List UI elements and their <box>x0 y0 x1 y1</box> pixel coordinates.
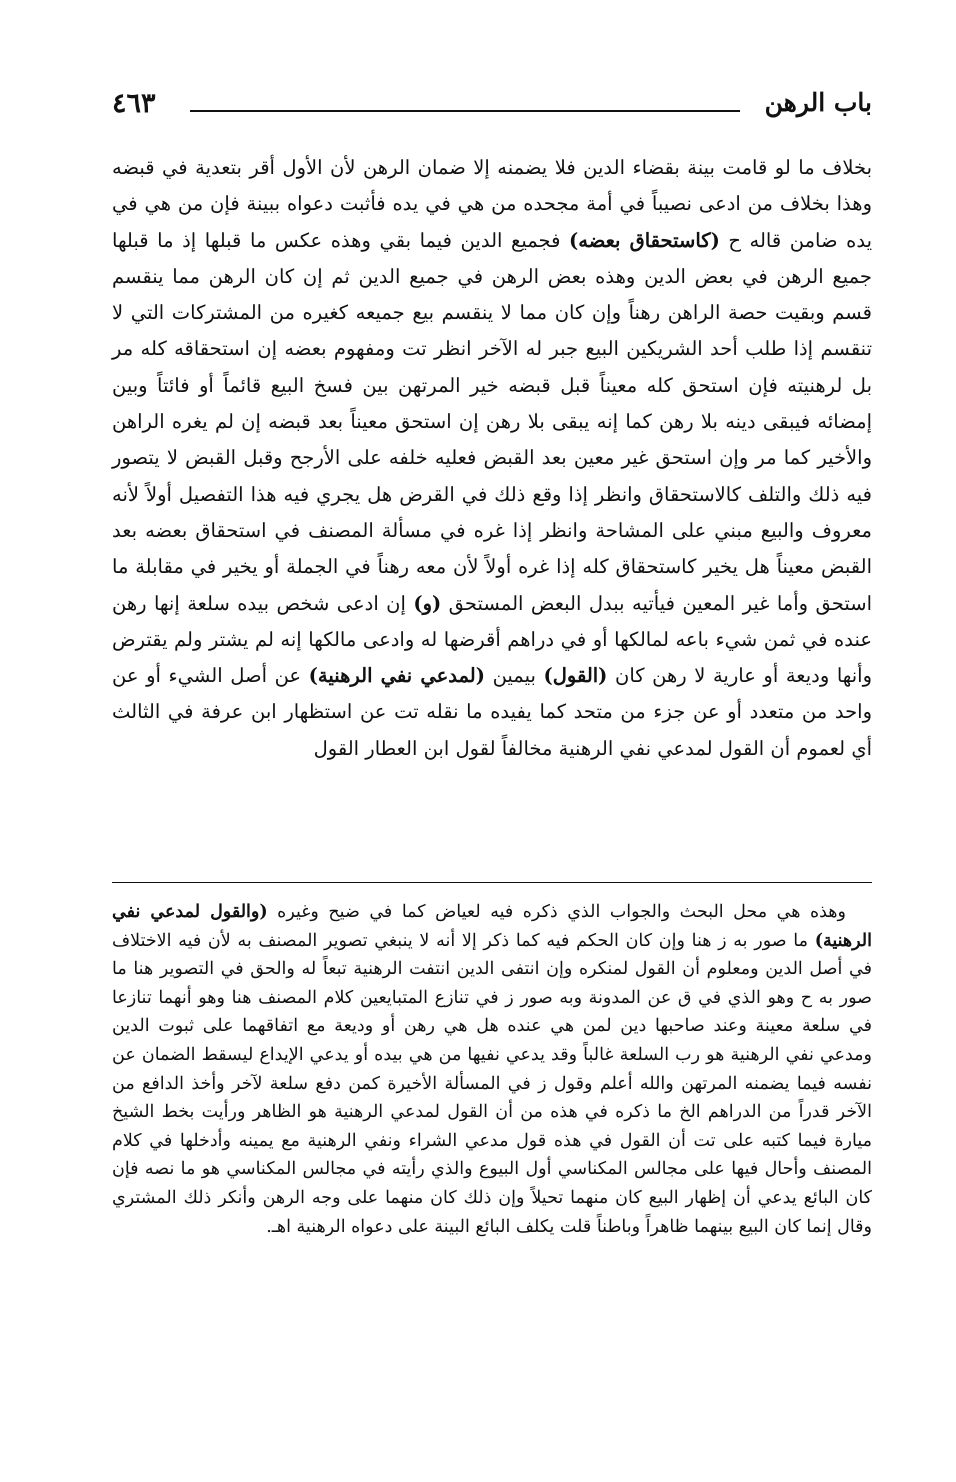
main-text-part4: بيمين <box>484 664 544 688</box>
main-text-bold4: (لمدعي نفي الرهنية) <box>308 664 485 688</box>
footnote <box>112 898 872 1241</box>
footnote-part2: ما صور به ز هنا وإن كان الحكم فيه كما ذكر إلا أنه لا ينبغي تصوير المصنف به لأن فيه الاختلاف في أصل الدين ومعلوم أن القول لمنكره وإن انتفى الدين انتفت الرهنية تبعاً له والحق في التصوير هنا ما صور به ح وهو الذي في ق عن المدونة وبه صور ز في تنازع المتبايعين كلام المصنف هنا وهو أنهما تنازعا في سلعة معينة وعند صاحبها دين لمن هي عنده هل هي رهن أو وديعة مع اتفاقهما على ثبوت الدين ومدعي نفي الرهنية هو رب السلعة غالباً وقد يدعي نفيها من هي بيده أو يدعي الإيداع ليسقط الضمان عن نفسه فيما يضمنه المرتهن والله أعلم وقول ز في المسألة الأخيرة كمن دفع سلعة لآخر وأخذ الدافع من الآخر قدراً من الدراهم الخ ما ذكره في هذه من أن القول لمدعي الرهنية هو الظاهر ورأيت بخط الشيخ ميارة فيما كتبه على تت أن القول في هذه قول مدعي الشراء ونفي الرهنية مع يمينه وأدخلها في كلام المصنف وأحال فيها على مجالس المكناسي أول البيوع والذي رأيته في مجالس المكناسي هو ما نصه فإن كان البائع يدعي أن إظهار البيع كان منهما تحيلاً وإن ذلك كان منهما على وجه الرهن وأنكر ذلك المشتري وقال إنما كان البيع بينهما ظاهراً وباطناً قلت يكلف البائع البينة على دعواه الرهنية اهـ. <box>112 930 872 1237</box>
main-text-bold1: (كاستحقاق بعضه) <box>569 228 720 252</box>
page-header <box>112 88 872 128</box>
footnote-bold1: (والقول لمدعي نفي الرهنية) <box>112 902 872 951</box>
main-text-bold2: (و) <box>413 591 442 615</box>
main-text-part5: عن أصل الشيء أو عن واحد من متعدد أو عن جزء من متحد كما يفيده ما نقله تت عن استظهار ابن عرفة في الثالث أي لعموم أن القول لمدعي نفي الرهنية مخالفاً لقول ابن العطار القول <box>112 664 872 760</box>
main-text-part1: بخلاف ما لو قامت بينة بقضاء الدين فلا يضمنه إلا ضمان الرهن لأن الأول أقر بتعدية في قبضه وهذا بخلاف من ادعى نصيباً في أمة مجحده من هي في يده فأثبت دعواه ببينة فإن من هي في يده ضامن قاله ح <box>112 156 873 252</box>
main-text-part3: إن ادعى شخص بيده سلعة إنها رهن عنده في ثمن شيء باعه لمالكها أو في دراهم أقرضها له وادعى مالكها إنه لم يشتر ولم يقترض وأنها وديعة أو عارية لا رهن كان <box>112 591 873 688</box>
footnote-part1: وهذه هي محل البحث والجواب الذي ذكره فيه لعياض كما في ضيح وغيره <box>267 902 846 922</box>
main-text-bold3: (القول) <box>543 664 608 688</box>
main-text-part2: فجميع الدين فيما بقي وهذه عكس ما قبلها إذ ما قبلها جميع الرهن في بعض الدين وهذه بعض الرهن في جميع الدين ثم إن كان الرهن مما ينقسم قسم وبقيت حصة الراهن رهناً وإن كان مما لا ينقسم بيع جميعه كغيره من المشتركات التي لا تنقسم إذا طلب أحد الشريكين البيع جبر له الآخر انظر تت ومفهوم بعضه إن استحقاقه كله مر بل لرهنيته فإن استحق كله معيناً قبل قبضه خير المرتهن بين فسخ البيع قائماً أو فائتاً وبين إمضائه فيبقى دينه بلا رهن كما إنه يبقى بلا رهن إن استحق معيناً بعد قبضه إن لم يغره الراهن والأخير كما مر وإن استحق غير معين بعد القبض فعليه خلفه على الأرجح وقبل القبض لا يتصور فيه ذلك والتلف كالاستحقاق وانظر إذا وقع ذلك في القرض هل يجري فيه هذا التفصيل أولاً لأنه معروف والبيع مبني على المشاحة وانظر إذا غره في مسألة المصنف في استحقاق بعضه بعد القبض معيناً هل يخير كاستحقاق كله إذا غره أولاً لأن معه رهناً في الجملة أو يخير في مقابلة ما استحق وأما غير المعين فيأتيه ببدل البعض المستحق <box>112 228 872 615</box>
header-rule <box>190 110 740 112</box>
page-number: ٤٦٣ <box>112 88 156 119</box>
footnote-separator <box>112 882 872 883</box>
main-text <box>112 150 872 767</box>
chapter-title: باب الرهن <box>764 88 872 117</box>
